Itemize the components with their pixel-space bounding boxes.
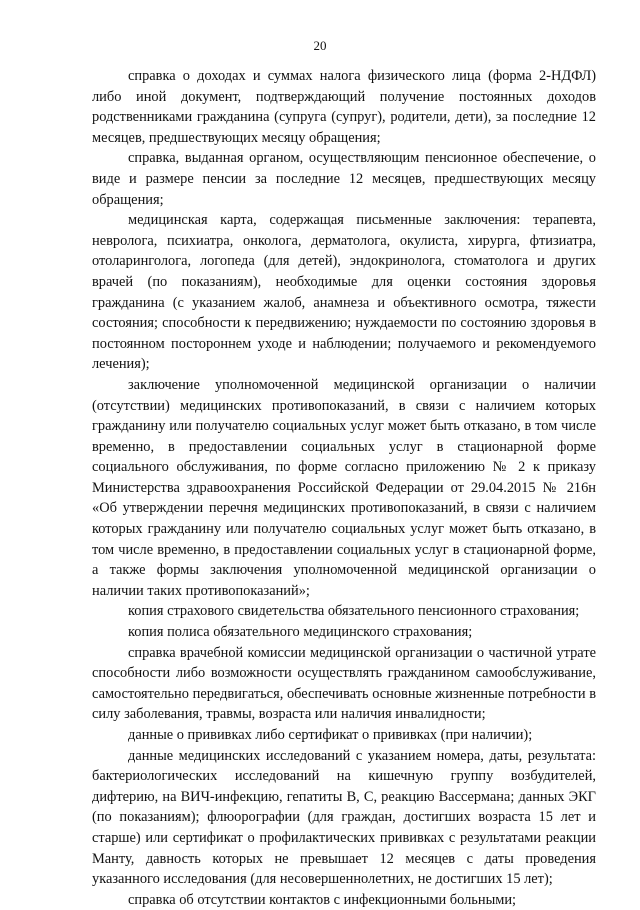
paragraph-income-certificate: справка о доходах и суммах налога физического лица (форма 2-НДФЛ) либо иной документ, подтверждающий получение постоянных доходов родственниками гражданина (супруга (супруг), родители, дети), за последние 12 месяцев, предшествующих месяцу обращения;	[92, 68, 596, 146]
paragraph-pension-certificate: справка, выданная органом, осуществляющим пенсионное обеспечение, о виде и размере пенсии за последние 12 месяцев, предшествующих месяцу обращения;	[92, 150, 596, 208]
page-number: 20	[313, 38, 327, 53]
paragraph-medical-commission-certificate: справка врачебной комиссии медицинской организации о частичной утрате способности либо возможности осуществлять гражданином самообслуживание, самостоятельно передвигаться, обеспечивать основные жизненные потребности в силу заболевания, травмы, возраста или наличия инвалидности;	[92, 644, 596, 723]
document-body	[92, 66, 596, 910]
paragraph-pension-insurance-copy: копия страхового свидетельства обязательного пенсионного страхования;	[128, 603, 580, 620]
paragraph-medical-tests: данные медицинских исследований с указанием номера, даты, результата: бактериологических исследований на кишечную группу возбудителей, дифтерию, на ВИЧ-инфекцию, гепатиты В, С, реакцию Вассермана; данных ЭКГ (по показаниям); флюорографии (для граждан, достигших возраста 15 лет и старше) или сертификат о профилактических прививках с результатами реакции Манту, давность которых не превышает 12 месяцев с даты проведения указанного исследования (для несовершеннолетних, не достигших 15 лет);	[92, 747, 596, 888]
paragraph-contraindications-conclusion: заключение уполномоченной медицинской организации о наличии (отсутствии) медицинских противопоказаний, в связи с наличием которых гражданину или получателю социальных услуг может быть отказано, в том числе временно, в предоставлении социальных услуг в стационарной форме социального обслуживания, по форме согласно приложению № 2 к приказу Министерства здравоохранения Российской Федерации от 29.04.2015 № 216н «Об утверждении перечня медицинских противопоказаний, в связи с наличием которых гражданину или получателю социальных услуг может быть отказано, в том числе временно, в предоставлении социальных услуг в стационарной форме, а также формы заключения уполномоченной медицинской организации о наличии таких противопоказаний»;	[92, 376, 596, 599]
paragraph-vaccination-data: данные о прививках либо сертификат о прививках (при наличии);	[128, 727, 533, 743]
paragraph-medical-insurance-copy: копия полиса обязательного медицинского страхования;	[128, 624, 473, 641]
paragraph-medical-card: медицинская карта, содержащая письменные заключения: терапевта, невролога, психиатра, онколога, дерматолога, окулиста, хирурга, фтизиатра, отоларинголога, логопеда (для детей), эндокринолога, стоматолога и других врачей (по показаниям), необходимые для оценки состояния здоровья гражданина (с указанием жалоб, анамнеза и объективного осмотра, тяжести состояния; способности к передвижению; нуждаемости по состоянию здоровья в постоянном постороннем уходе и наблюдении; получаемого и рекомендуемого лечения);	[92, 212, 596, 373]
paragraph-no-infectious-contacts: справка об отсутствии контактов с инфекционными больными;	[128, 891, 517, 908]
